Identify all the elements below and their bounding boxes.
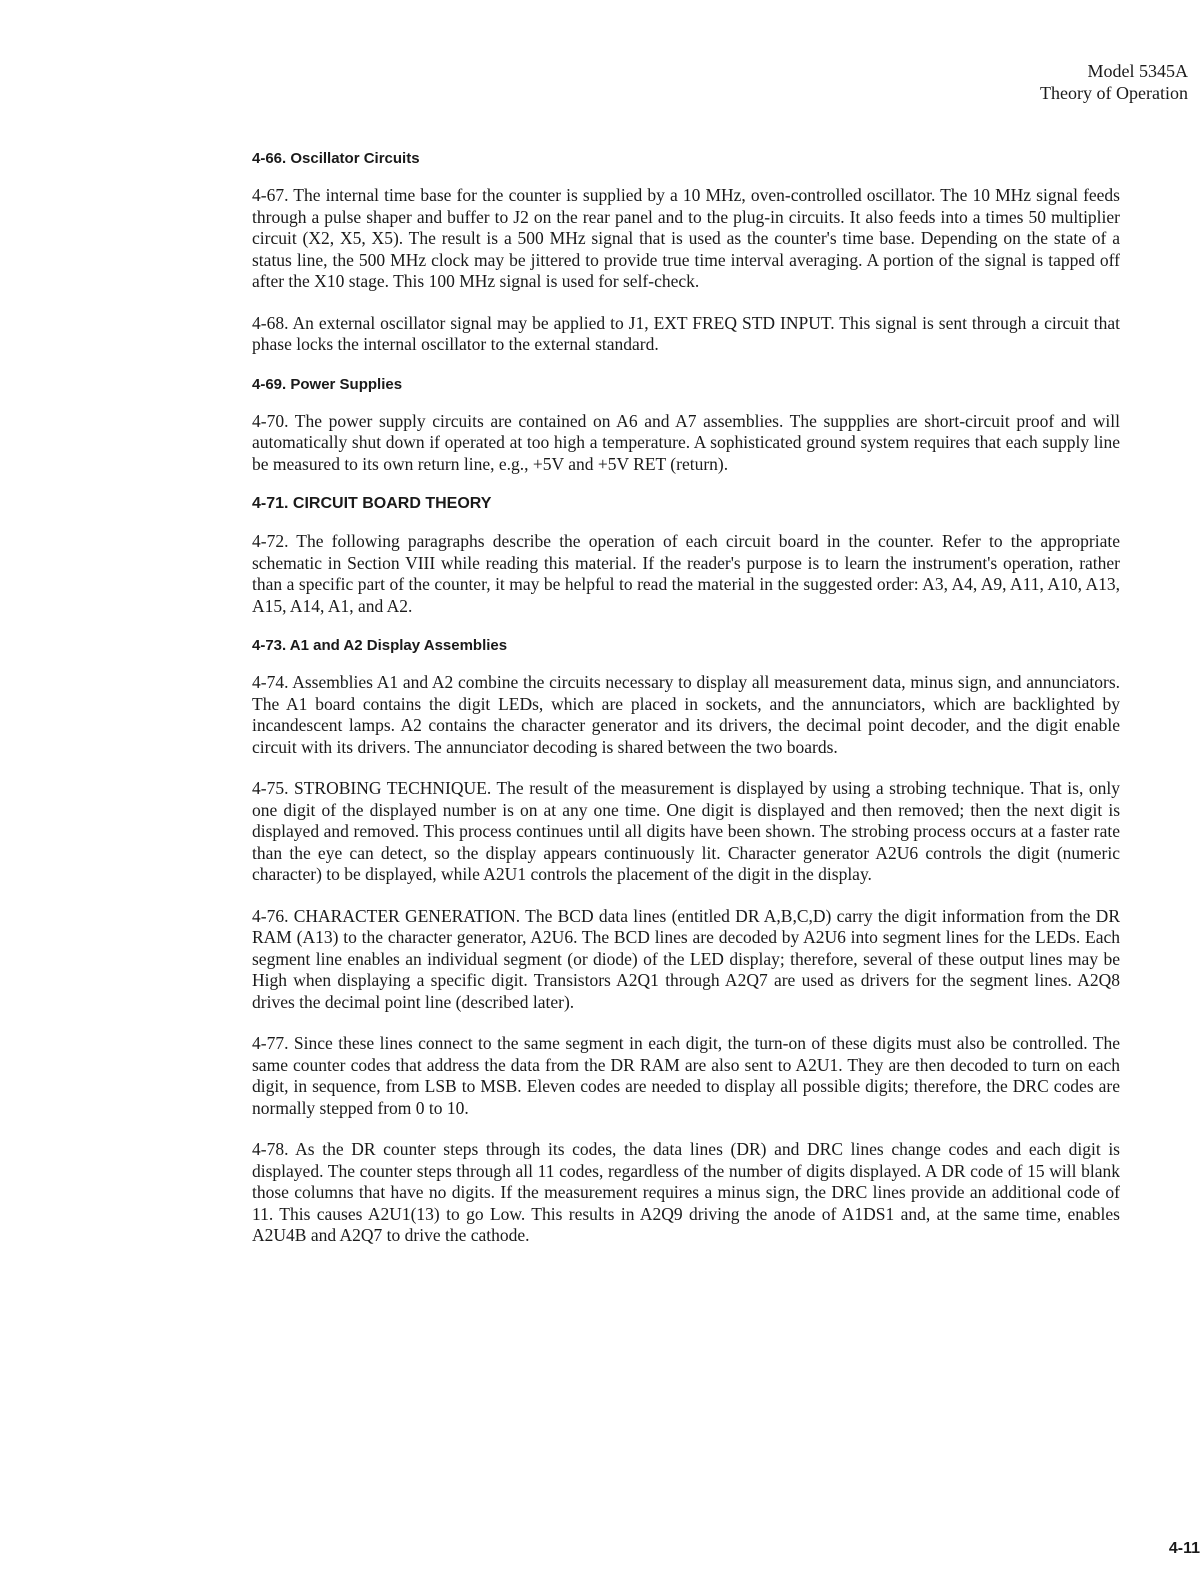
paragraph-4-77: 4-77. Since these lines connect to the same segment in each digit, the turn-on of these digits must also be controlled. The same counter codes that address the data from the DR RAM are also sent to A2U1. They are then decoded to turn on each digit, in sequence, from LSB to MSB. Eleven codes are needed to display all possible digits; therefore, the DRC codes are normally stepped from 0 to 10. (252, 1033, 1120, 1118)
paragraph-4-70: 4-70. The power supply circuits are contained on A6 and A7 assemblies. The suppplies are short-circuit proof and will automatically shut down if operated at too high a temperature. A sophisticated ground system requires that each supply line be measured to its own return line, e.g., +5V and +5V RET (return). (252, 410, 1120, 474)
paragraph-4-67: 4-67. The internal time base for the counter is supplied by a 10 MHz, oven-controlled oscillator. The 10 MHz signal feeds through a pulse shaper and buffer to J2 on the rear panel and to the plug-in circuits. It also feeds into a times 50 multiplier circuit (X2, X5, X5). The result is a 500 MHz signal that is used as the counter's time base. Depending on the state of a status line, the 500 MHz clock may be jittered to provide true time interval averaging. A portion of the signal is tapped off after the X10 stage. This 100 MHz signal is used for self-check. (252, 185, 1120, 291)
header-model: Model 5345A (1087, 61, 1188, 81)
paragraph-4-74: 4-74. Assemblies A1 and A2 combine the circuits necessary to display all measurement data, minus sign, and annunciators. The A1 board contains the digit LEDs, which are placed in sockets, and the annunciators, which are backlighted by incandescent lamps. A2 contains the character generator and its drivers, the decimal point decoder, and the digit enable circuit with its drivers. The annunciator decoding is shared between the two boards. (252, 672, 1120, 757)
page-header (1040, 60, 1188, 104)
paragraph-4-78: 4-78. As the DR counter steps through its codes, the data lines (DR) and DRC lines change codes and each digit is displayed. The counter steps through all 11 codes, regardless of the number of digits displayed. A DR code of 15 will blank those columns that have no digits. If the measurement requires a minus sign, the DRC lines provide an additional code of 11. This causes A2U1(13) to go Low. This results in A2Q9 driving the anode of A1DS1 and, at the same time, enables A2U4B and A2Q7 to drive the cathode. (252, 1139, 1120, 1245)
heading-power-supplies: 4-69. Power Supplies (252, 375, 403, 393)
document-body (252, 150, 1120, 1267)
paragraph-4-75: 4-75. STROBING TECHNIQUE. The result of the measurement is displayed by using a strobing technique. That is, only one digit of the displayed number is on at any one time. One digit is displayed and then removed; then the next digit is displayed and removed. This process continues until all digits have been shown. The strobing process occurs at a faster rate than the eye can detect, so the display appears continuously lit. Character generator A2U6 controls the digit (numeric character) to be displayed, while A2U1 controls the placement of the digit in the display. (252, 778, 1120, 884)
page-number: 4-11 (1168, 1540, 1200, 1557)
header-section: Theory of Operation (1040, 83, 1188, 103)
heading-oscillator-circuits: 4-66. Oscillator Circuits (252, 150, 420, 167)
paragraph-4-72: 4-72. The following paragraphs describe the operation of each circuit board in the counter. Refer to the appropriate schematic in Section VIII while reading this material. If the reader's purpose is to learn the instrument's operation, rather than a specific part of the counter, it may be helpful to read the material in the suggested order: A3, A4, A9, A11, A10, A13, A15, A14, A1, and A2. (252, 531, 1120, 616)
heading-display-assemblies: 4-73. A1 and A2 Display Assemblies (252, 637, 508, 654)
paragraph-4-68: 4-68. An external oscillator signal may be applied to J1, EXT FREQ STD INPUT. This signal is sent through a circuit that phase locks the internal oscillator to the external standard. (252, 312, 1120, 354)
paragraph-4-76: 4-76. CHARACTER GENERATION. The BCD data lines (entitled DR A,B,C,D) carry the digit information from the DR RAM (A13) to the character generator, A2U6. The BCD lines are decoded by A2U6 into segment lines for the LEDs. Each segment line enables an individual segment (or diode) of the LED display; therefore, several of these output lines may be High when displaying a specific digit. Transistors A2Q1 through A2Q7 are used as drivers for the segment lines. A2Q8 drives the decimal point line (described later). (252, 905, 1120, 1012)
heading-circuit-board-theory: 4-71. CIRCUIT BOARD THEORY (252, 495, 492, 512)
